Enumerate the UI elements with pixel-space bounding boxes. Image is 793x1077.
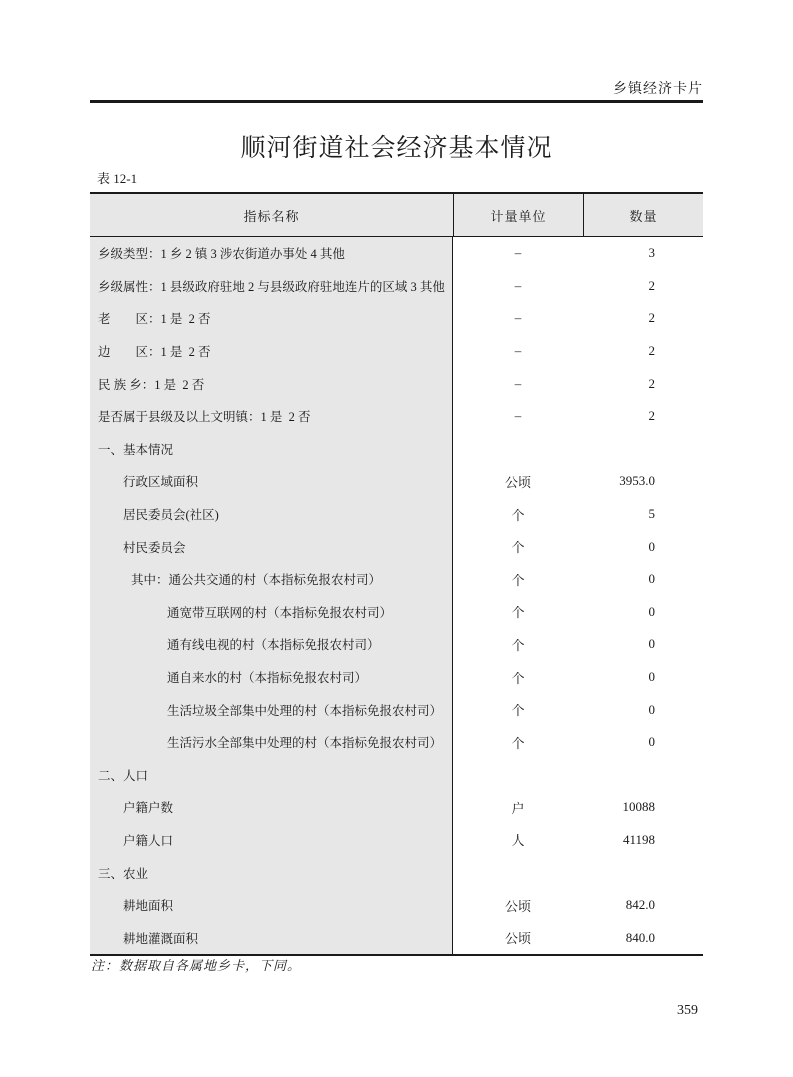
indicator-unit-cell: 个: [511, 637, 525, 653]
table-row: [90, 270, 703, 303]
indicator-value-cell: 41198: [622, 831, 655, 847]
table-row: [90, 759, 703, 792]
indicator-value-cell: 2: [648, 310, 655, 326]
table-row: [90, 791, 703, 824]
indicator-unit-cell: 个: [511, 605, 525, 621]
indicator-value-cell: 0: [648, 538, 655, 554]
header-rule: [90, 100, 703, 103]
indicator-unit-cell: 公顷: [504, 474, 531, 490]
table-row: [90, 465, 703, 498]
indicator-value-cell: 2: [648, 277, 655, 293]
indicator-name-cell: 耕地面积: [90, 889, 453, 922]
page-number: 359: [677, 1003, 698, 1018]
indicator-name-cell: 乡级属性：1 县级政府驻地 2 与县级政府驻地连片的区域 3 其他: [90, 270, 453, 303]
table-row: [90, 889, 703, 922]
indicator-value-cell: 842.0: [625, 897, 655, 913]
indicator-unit-cell: 人: [511, 833, 525, 849]
table-row: [90, 824, 703, 857]
table-row: [90, 367, 703, 400]
indicator-unit-cell: 个: [511, 670, 525, 686]
table-row: [90, 726, 703, 759]
table-row: [90, 237, 703, 270]
indicator-unit-cell: –: [514, 343, 522, 359]
table-body: [90, 237, 703, 954]
page-title: 顺河街道社会经济基本情况: [240, 135, 553, 162]
column-header-quantity: 数量: [583, 194, 703, 236]
indicator-unit-cell: 个: [511, 703, 525, 719]
indicator-name-cell: 是否属于县级及以上文明镇：1 是 2 否: [90, 400, 453, 433]
indicator-value-cell: 2: [648, 375, 655, 391]
column-header-indicator-name: 指标名称: [243, 208, 300, 224]
running-head: 乡镇经济卡片: [613, 82, 703, 97]
indicator-unit-cell: –: [514, 375, 522, 391]
indicator-value-cell: 5: [648, 506, 655, 522]
indicator-unit-cell: 户: [511, 800, 525, 816]
indicator-value-cell: 0: [648, 603, 655, 619]
indicator-unit-cell: 公顷: [504, 898, 531, 914]
indicator-value-cell: 0: [648, 701, 655, 717]
indicator-unit-cell: 个: [511, 572, 525, 588]
indicator-value-cell: 0: [648, 571, 655, 587]
indicator-unit-cell: 个: [511, 540, 525, 556]
indicator-name-cell: 老 区：1 是 2 否: [90, 302, 453, 335]
indicator-unit-cell: –: [514, 245, 522, 261]
indicator-name-cell: 通自来水的村（本指标免报农村司）: [90, 661, 453, 694]
table-row: [90, 693, 703, 726]
indicator-value-cell: 0: [648, 734, 655, 750]
indicator-name-cell: 行政区域面积: [90, 465, 453, 498]
indicator-unit-cell: –: [514, 310, 522, 326]
indicator-value-cell: 3: [648, 245, 655, 261]
indicator-name-cell: 生活垃圾全部集中处理的村（本指标免报农村司）: [90, 693, 453, 726]
indicator-name-cell: 二、人口: [90, 759, 453, 792]
indicator-name-cell: 边 区：1 是 2 否: [90, 335, 453, 368]
indicator-value-cell: [583, 856, 703, 889]
table-row: [90, 921, 703, 954]
indicator-unit-cell: 个: [511, 735, 525, 751]
statistics-table: [90, 192, 703, 956]
indicator-name-cell: 户籍户数: [90, 791, 453, 824]
indicator-unit-cell: –: [514, 277, 522, 293]
indicator-unit-cell: 个: [511, 507, 525, 523]
indicator-name-cell: 三、农业: [90, 856, 453, 889]
indicator-name-cell: 通宽带互联网的村（本指标免报农村司）: [90, 596, 453, 629]
indicator-name-cell: 一、基本情况: [90, 433, 453, 466]
table-row: [90, 433, 703, 466]
table-row: [90, 596, 703, 629]
table-row: [90, 856, 703, 889]
indicator-unit-cell: [453, 856, 583, 889]
indicator-value-cell: 2: [648, 408, 655, 424]
table-row: [90, 498, 703, 531]
indicator-name-cell: 耕地灌溉面积: [90, 921, 453, 954]
indicator-value-cell: [583, 433, 703, 466]
table-header-row: [90, 194, 703, 237]
indicator-name-cell: 户籍人口: [90, 824, 453, 857]
indicator-unit-cell: [453, 759, 583, 792]
indicator-value-cell: 3953.0: [619, 473, 655, 489]
indicator-unit-cell: 公顷: [504, 931, 531, 947]
indicator-value-cell: 0: [648, 636, 655, 652]
table-row: [90, 563, 703, 596]
indicator-value-cell: 10088: [622, 799, 655, 815]
indicator-value-cell: 0: [648, 669, 655, 685]
table-row: [90, 400, 703, 433]
indicator-unit-cell: [453, 433, 583, 466]
indicator-value-cell: 840.0: [625, 929, 655, 945]
table-row: [90, 661, 703, 694]
indicator-name-cell: 生活污水全部集中处理的村（本指标免报农村司）: [90, 726, 453, 759]
indicator-value-cell: 2: [648, 343, 655, 359]
indicator-name-cell: 民 族 乡：1 是 2 否: [90, 367, 453, 400]
column-header-unit: 计量单位: [453, 194, 583, 236]
footnote: 注：数据取自各属地乡卡，下同。: [91, 958, 302, 973]
indicator-unit-cell: –: [514, 408, 522, 424]
table-label: 表 12-1: [97, 171, 138, 186]
table-row: [90, 628, 703, 661]
indicator-value-cell: [583, 759, 703, 792]
indicator-name-cell: 其中：通公共交通的村（本指标免报农村司）: [90, 563, 453, 596]
table-row: [90, 302, 703, 335]
indicator-name-cell: 通有线电视的村（本指标免报农村司）: [90, 628, 453, 661]
indicator-name-cell: 村民委员会: [90, 530, 453, 563]
table-row: [90, 530, 703, 563]
indicator-name-cell: 乡级类型：1 乡 2 镇 3 涉农街道办事处 4 其他: [90, 237, 453, 270]
table-row: [90, 335, 703, 368]
indicator-name-cell: 居民委员会(社区): [90, 498, 453, 531]
